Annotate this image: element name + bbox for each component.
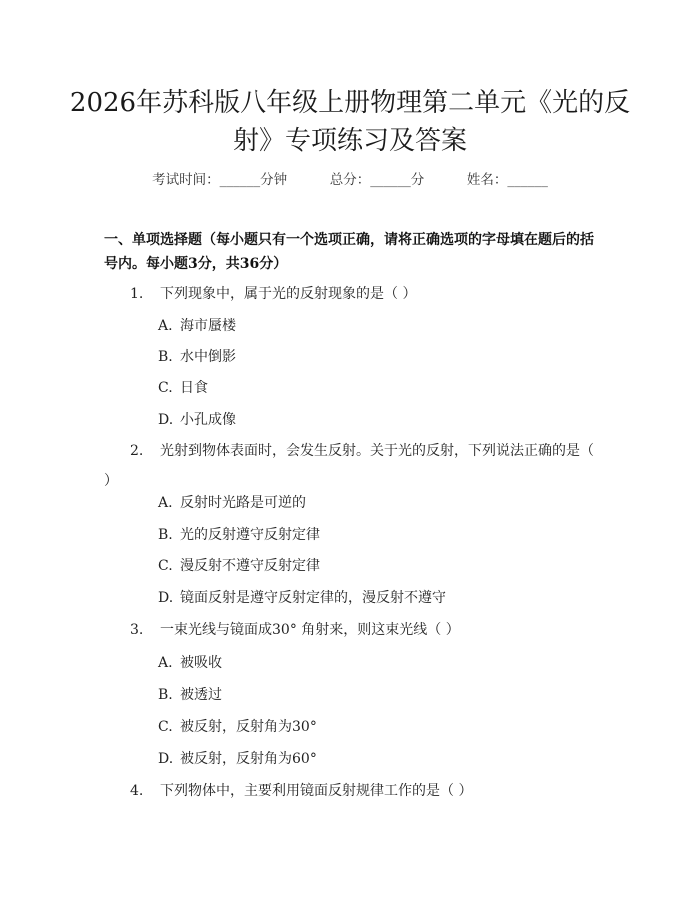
option-letter: A. (158, 495, 173, 511)
option-letter: A. (158, 655, 173, 671)
question-2-option-d (158, 587, 446, 607)
question-text: 下列物体中，主要利用镜面反射规律工作的是（ ） (160, 783, 473, 799)
option-letter: B. (158, 527, 173, 543)
question-2-option-a (158, 492, 306, 512)
option-letter: D. (158, 412, 174, 428)
option-text: 海市蜃楼 (180, 318, 236, 334)
option-text: 镜面反射是遵守反射定律的，漫反射不遵守 (180, 590, 446, 606)
option-text: 日食 (180, 380, 208, 396)
student-name: 姓名：______ (466, 172, 548, 188)
question-number: 1. (130, 286, 144, 302)
question-3 (130, 619, 460, 639)
option-text: 漫反射不遵守反射定律 (180, 558, 320, 574)
option-letter: D. (158, 751, 174, 767)
question-1-option-c (158, 377, 208, 397)
question-3-option-d (158, 748, 317, 768)
option-letter: B. (158, 349, 173, 365)
document-title: 2026年苏科版八年级上册物理第二单元《光的反射》专项练习及答案 (69, 88, 631, 156)
option-letter: D. (158, 590, 174, 606)
question-text: 下列现象中，属于光的反射现象的是（ ） (160, 286, 417, 302)
option-letter: C. (158, 380, 173, 396)
section-heading: 一、单项选择题（每小题只有一个选项正确，请将正确选项的字母填在题后的括号内。每小题3分，共36分） (104, 232, 594, 272)
option-letter: A. (158, 318, 173, 334)
exam-time: 考试时间：______分钟 (152, 172, 288, 188)
question-2-option-c (158, 555, 320, 575)
option-text: 光的反射遵守反射定律 (180, 527, 320, 543)
question-text: 一束光线与镜面成30° 角射来，则这束光线（ ） (160, 622, 460, 638)
option-letter: C. (158, 558, 173, 574)
question-1-option-b (158, 346, 236, 366)
question-3-option-a (158, 652, 222, 672)
option-text: 被吸收 (180, 655, 222, 671)
question-1-option-d (158, 409, 236, 429)
option-text: 被透过 (180, 687, 222, 703)
question-number: 3. (130, 622, 144, 638)
exam-info (0, 168, 700, 188)
question-3-option-b (158, 684, 222, 704)
question-2 (104, 436, 604, 496)
question-text: 光射到物体表面时，会发生反射。关于光的反射，下列说法正确的是（ ） (104, 443, 594, 489)
option-text: 水中倒影 (180, 349, 236, 365)
total-score: 总分：______分 (329, 172, 425, 188)
option-text: 被反射，反射角为60° (180, 751, 317, 767)
question-2-option-b (158, 524, 320, 544)
question-1-option-a (158, 315, 236, 335)
question-1 (130, 283, 416, 303)
option-text: 小孔成像 (180, 412, 236, 428)
option-letter: C. (158, 719, 173, 735)
option-text: 被反射，反射角为30° (180, 719, 317, 735)
option-text: 反射时光路是可逆的 (180, 495, 306, 511)
question-4 (130, 780, 472, 800)
question-number: 2. (130, 443, 144, 459)
question-number: 4. (130, 783, 144, 799)
question-3-option-c (158, 716, 317, 736)
option-letter: B. (158, 687, 173, 703)
